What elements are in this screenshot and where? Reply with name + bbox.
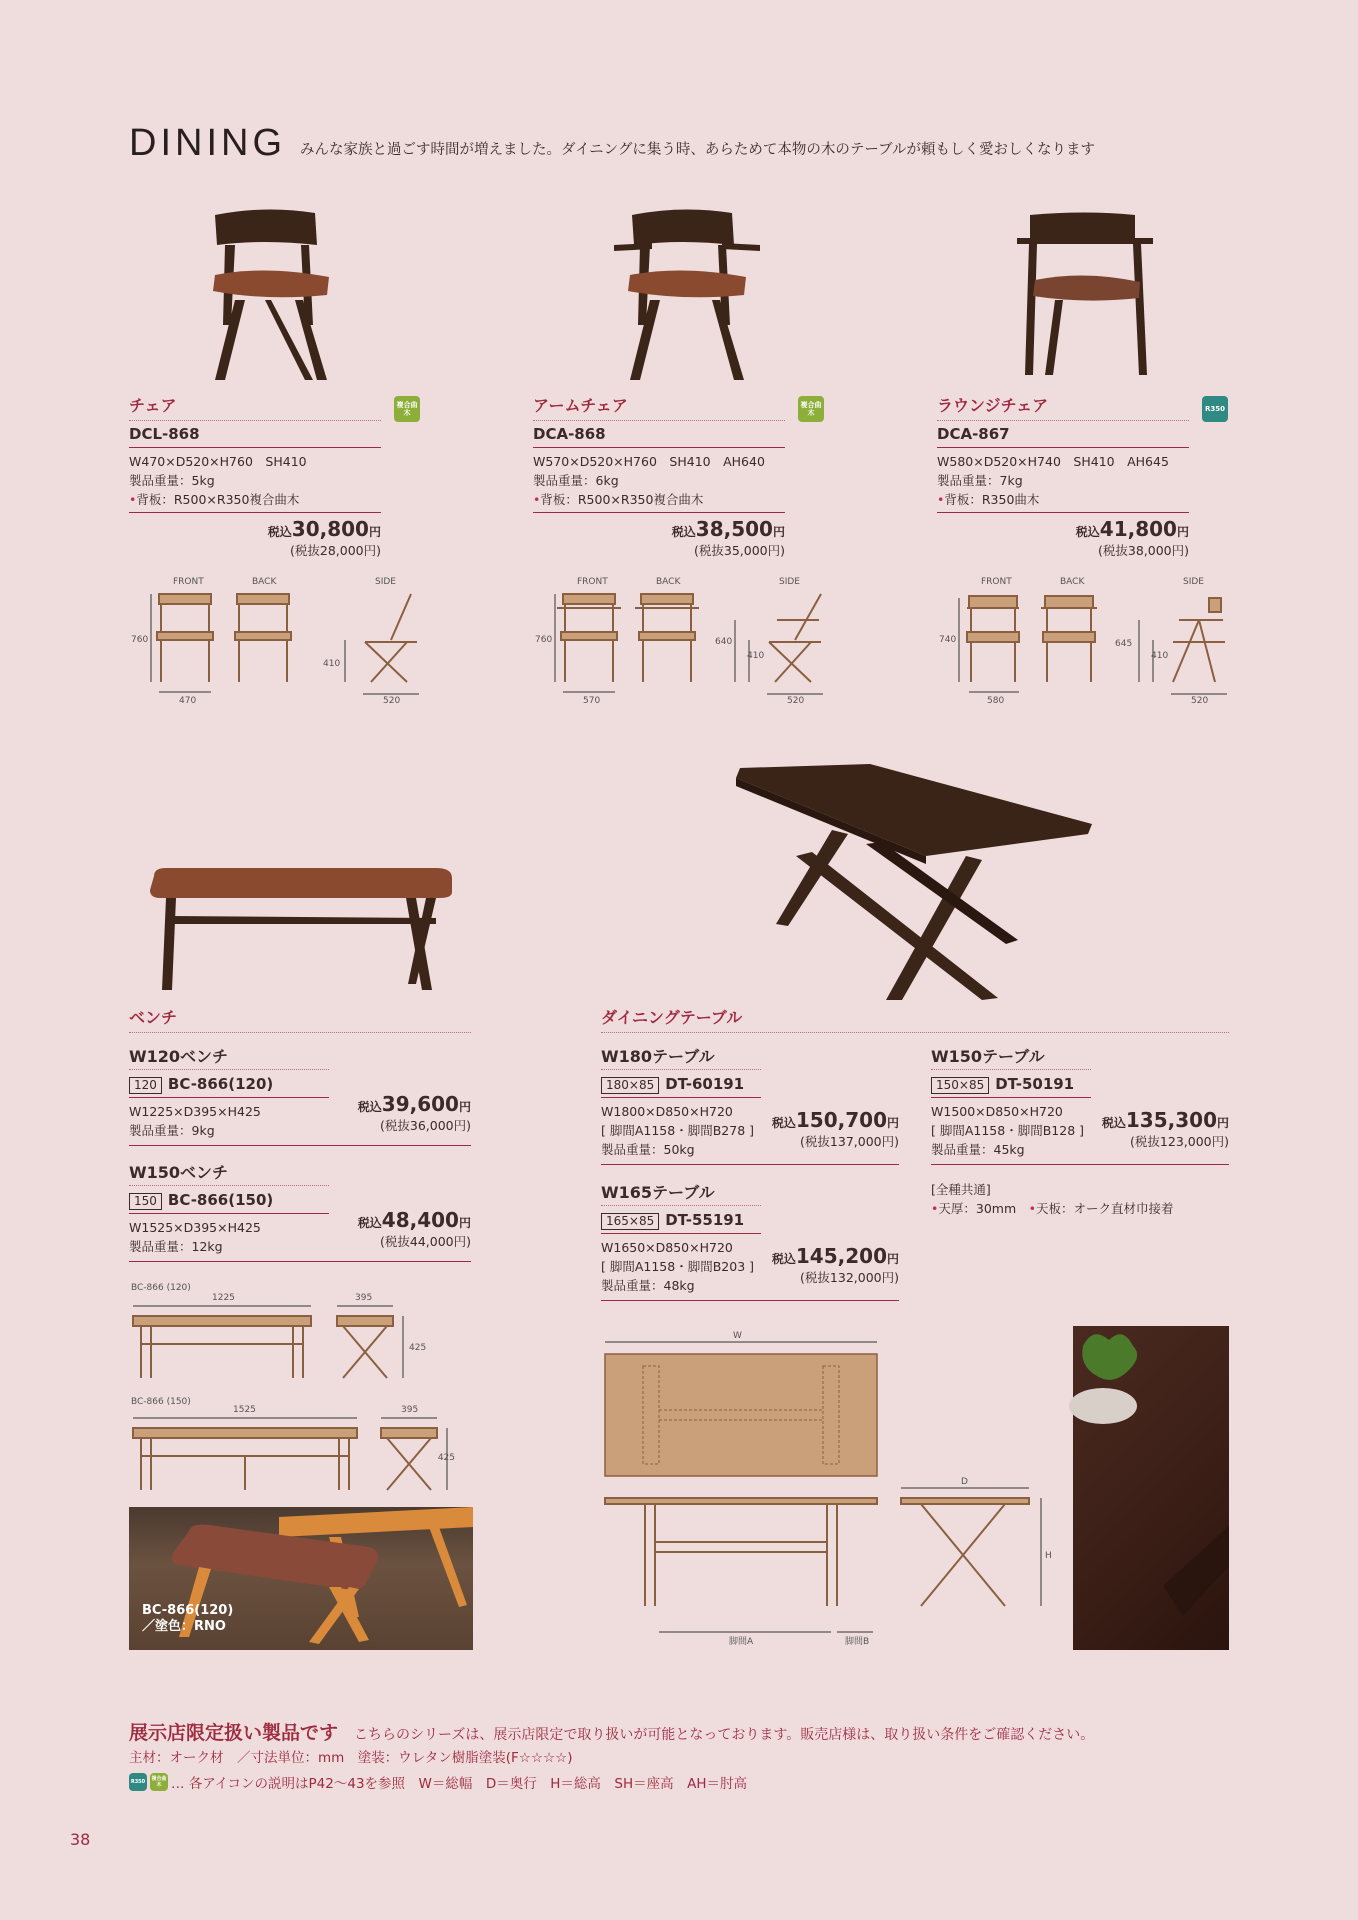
table-common-specs [931, 1180, 1229, 1218]
icon-legend [129, 1772, 747, 1792]
bentwood-icon: 複合曲木 [798, 396, 824, 422]
table-closeup-art [1073, 1326, 1229, 1650]
page-title: DINING [129, 122, 286, 164]
price-amount: 38,500 [695, 517, 773, 541]
product-code: DT-55191 [665, 1211, 745, 1229]
yen-label: 円 [368, 525, 381, 539]
arm-height-label: 645 [1115, 639, 1133, 649]
side-label: SIDE [779, 577, 800, 587]
height-label: 425 [437, 1453, 455, 1463]
table-165-price [770, 1244, 899, 1286]
depth-label: 520 [787, 696, 805, 706]
notice-title: 展示店限定扱い製品です [129, 1722, 339, 1744]
price-amount: 48,400 [381, 1208, 459, 1232]
width-label: 570 [583, 696, 601, 706]
bullet-icon: • [1028, 1201, 1037, 1216]
yen-label: 円 [1216, 1116, 1229, 1130]
product-size: W1650×D850×H720 [601, 1240, 733, 1255]
depth-label: 395 [355, 1293, 373, 1303]
leg-span-a-label: 脚間A [729, 1637, 754, 1647]
table-180-price [770, 1108, 899, 1150]
chair-photo [205, 205, 345, 385]
depth-label: 520 [383, 696, 401, 706]
r350-icon: R350 [129, 1773, 147, 1791]
product-size: W570×D520×H760 SH410 AH640 [533, 454, 765, 469]
product-name: W150ベンチ [129, 1160, 329, 1186]
bullet-icon: • [931, 1201, 939, 1216]
lounge-chair-diagram [937, 572, 1237, 704]
product-code: DCL-868 [129, 425, 381, 448]
product-size: W470×D520×H760 SH410 [129, 454, 307, 469]
table-photo [736, 764, 1096, 1004]
bullet-icon: • [937, 492, 945, 507]
bentwood-icon: 複合曲木 [150, 1773, 168, 1791]
diagram-label: BC-866 (120) [131, 1283, 191, 1293]
price-ex-tax: (税抜132,000円) [800, 1270, 899, 1285]
bench-heading: ベンチ [129, 1005, 471, 1033]
height-label: 740 [939, 635, 957, 645]
product-note: 背板：R500×R350複合曲木 [136, 492, 300, 507]
product-name: W120ベンチ [129, 1044, 329, 1070]
product-weight: 製品重量：50kg [601, 1140, 899, 1165]
front-label: FRONT [981, 577, 1012, 587]
product-name: W180テーブル [601, 1044, 761, 1070]
diagram-label: BC-866 (150) [131, 1397, 191, 1407]
size-box: 150 [129, 1193, 162, 1210]
tax-label: 税込 [357, 1216, 382, 1230]
legend-text: … 各アイコンの説明はP42〜43を参照 W＝総幅 D＝奥行 H＝総高 SH＝座高 AH＝肘高 [171, 1776, 748, 1792]
photo-caption-code: BC-866(120) [142, 1603, 234, 1618]
product-size: W1525×D395×H425 [129, 1220, 261, 1235]
product-legs: [ 脚間A1158・脚間B203 ] [601, 1259, 754, 1274]
armchair-photo [612, 205, 762, 385]
product-code: BC-866(120) [167, 1075, 274, 1093]
product-price [533, 512, 785, 559]
tax-label: 税込 [1101, 1116, 1126, 1130]
table-closeup-photo [1073, 1326, 1229, 1650]
product-weight: 製品重量：12kg [129, 1237, 471, 1262]
table-heading: ダイニングテーブル [601, 1005, 1229, 1033]
product-name: W150テーブル [931, 1044, 1091, 1070]
back-label: BACK [656, 577, 681, 587]
limited-notice [129, 1718, 1094, 1745]
back-label: BACK [252, 577, 277, 587]
table-diagram [601, 1326, 1051, 1651]
product-price [129, 512, 381, 559]
height-label: 760 [535, 635, 553, 645]
price-ex-tax: (税抜35,000円) [694, 543, 785, 558]
yen-label: 円 [458, 1100, 471, 1114]
product-code: DCA-868 [533, 425, 785, 448]
size-box: 180×85 [601, 1077, 659, 1094]
notice-text: こちらのシリーズは、展示店限定で取り扱いが可能となっております。販売店様は、取り扱い条件をご確認ください。 [354, 1727, 1095, 1743]
tax-label: 税込 [771, 1116, 796, 1130]
tax-label: 税込 [671, 525, 696, 539]
product-code: DT-60191 [665, 1075, 745, 1093]
price-ex-tax: (税抜137,000円) [800, 1134, 899, 1149]
width-label: 1225 [212, 1293, 235, 1303]
width-label: 470 [179, 696, 197, 706]
armchair-diagram [533, 572, 833, 704]
yen-label: 円 [772, 525, 785, 539]
tax-label: 税込 [357, 1100, 382, 1114]
yen-label: 円 [886, 1116, 899, 1130]
price-ex-tax: (税抜28,000円) [290, 543, 381, 558]
table-150-price [1100, 1108, 1229, 1150]
price-amount: 150,700 [795, 1108, 887, 1132]
product-weight: 製品重量：7kg [937, 473, 1023, 488]
product-legs: [ 脚間A1158・脚間B278 ] [601, 1123, 754, 1138]
size-box: 150×85 [931, 1077, 989, 1094]
seat-height-label: 410 [1151, 651, 1169, 661]
price-amount: 135,300 [1125, 1108, 1217, 1132]
material-info: 主材：オーク材 ／寸法単位：mm 塗装：ウレタン樹脂塗装(F☆☆☆☆) [129, 1750, 573, 1766]
product-size: W1225×D395×H425 [129, 1104, 261, 1119]
photo-caption [142, 1603, 233, 1635]
arm-height-label: 640 [715, 637, 733, 647]
tax-label: 税込 [267, 525, 292, 539]
product-weight: 製品重量：48kg [601, 1276, 899, 1301]
common-title: [全種共通] [931, 1182, 991, 1197]
price-ex-tax: (税抜38,000円) [1098, 543, 1189, 558]
price-amount: 30,800 [291, 517, 369, 541]
photo-caption-color: ／塗色：RNO [142, 1619, 226, 1634]
bench-150-price [300, 1208, 471, 1250]
bench-120-price [300, 1092, 471, 1134]
price-ex-tax: (税抜44,000円) [380, 1234, 471, 1249]
product-code: BC-866(150) [167, 1191, 274, 1209]
side-label: SIDE [1183, 577, 1204, 587]
common-top: 天板：オーク直材巾接着 [1036, 1201, 1174, 1216]
size-box: 120 [129, 1077, 162, 1094]
yen-label: 円 [886, 1252, 899, 1266]
product-code: DT-50191 [995, 1075, 1075, 1093]
depth-label: 395 [401, 1405, 419, 1415]
product-name: W165テーブル [601, 1180, 761, 1206]
common-thickness: 天厚：30mm [938, 1201, 1017, 1216]
side-label: SIDE [375, 577, 396, 587]
price-amount: 39,600 [381, 1092, 459, 1116]
armchair-info [533, 393, 785, 559]
tax-label: 税込 [771, 1252, 796, 1266]
depth-label: 520 [1191, 696, 1209, 706]
product-legs: [ 脚間A1158・脚間B128 ] [931, 1123, 1084, 1138]
height-label: 760 [131, 635, 149, 645]
bench-room-photo [129, 1507, 473, 1650]
page-number: 38 [70, 1830, 91, 1849]
tax-label: 税込 [1075, 525, 1100, 539]
bench-diagram [129, 1280, 459, 1505]
chair-info [129, 393, 381, 559]
price-amount: 145,200 [795, 1244, 887, 1268]
product-note: 背板：R350曲木 [944, 492, 1040, 507]
yen-label: 円 [1176, 525, 1189, 539]
width-label: W [733, 1331, 742, 1341]
size-box: 165×85 [601, 1213, 659, 1230]
leg-span-b-label: 脚間B [845, 1637, 870, 1647]
r350-icon: R350 [1202, 396, 1228, 422]
height-label: 425 [409, 1343, 427, 1353]
front-label: FRONT [173, 577, 204, 587]
bullet-icon: • [533, 492, 541, 507]
product-weight: 製品重量：9kg [129, 1121, 471, 1146]
product-size: W1500×D850×H720 [931, 1104, 1063, 1119]
front-label: FRONT [577, 577, 608, 587]
product-price [937, 512, 1189, 559]
yen-label: 円 [458, 1216, 471, 1230]
page-tagline: みんな家族と過ごす時間が増えました。ダイニングに集う時、あらためて本物の木のテーブルが頼もしく愛おしくなります [300, 142, 1096, 158]
price-ex-tax: (税抜123,000円) [1130, 1134, 1229, 1149]
lounge-chair-photo [1015, 210, 1155, 385]
product-name: ラウンジチェア [937, 393, 1189, 421]
lounge-chair-info [937, 393, 1189, 559]
product-weight: 製品重量：5kg [129, 473, 215, 488]
product-code: DCA-867 [937, 425, 1189, 448]
width-label: 580 [987, 696, 1005, 706]
product-size: W580×D520×H740 SH410 AH645 [937, 454, 1169, 469]
back-label: BACK [1060, 577, 1085, 587]
product-note: 背板：R500×R350複合曲木 [540, 492, 704, 507]
price-ex-tax: (税抜36,000円) [380, 1118, 471, 1133]
bench-photo [146, 868, 456, 998]
product-weight: 製品重量：6kg [533, 473, 619, 488]
product-size: W1800×D850×H720 [601, 1104, 733, 1119]
height-label: H [1045, 1551, 1052, 1561]
seat-height-label: 410 [323, 659, 341, 669]
depth-label: D [961, 1477, 968, 1487]
chair-diagram [129, 572, 429, 704]
width-label: 1525 [233, 1405, 256, 1415]
bentwood-icon: 複合曲木 [394, 396, 420, 422]
price-amount: 41,800 [1099, 517, 1177, 541]
product-name: チェア [129, 393, 381, 421]
product-weight: 製品重量：45kg [931, 1140, 1229, 1165]
bullet-icon: • [129, 492, 137, 507]
product-name: アームチェア [533, 393, 785, 421]
seat-height-label: 410 [747, 651, 765, 661]
